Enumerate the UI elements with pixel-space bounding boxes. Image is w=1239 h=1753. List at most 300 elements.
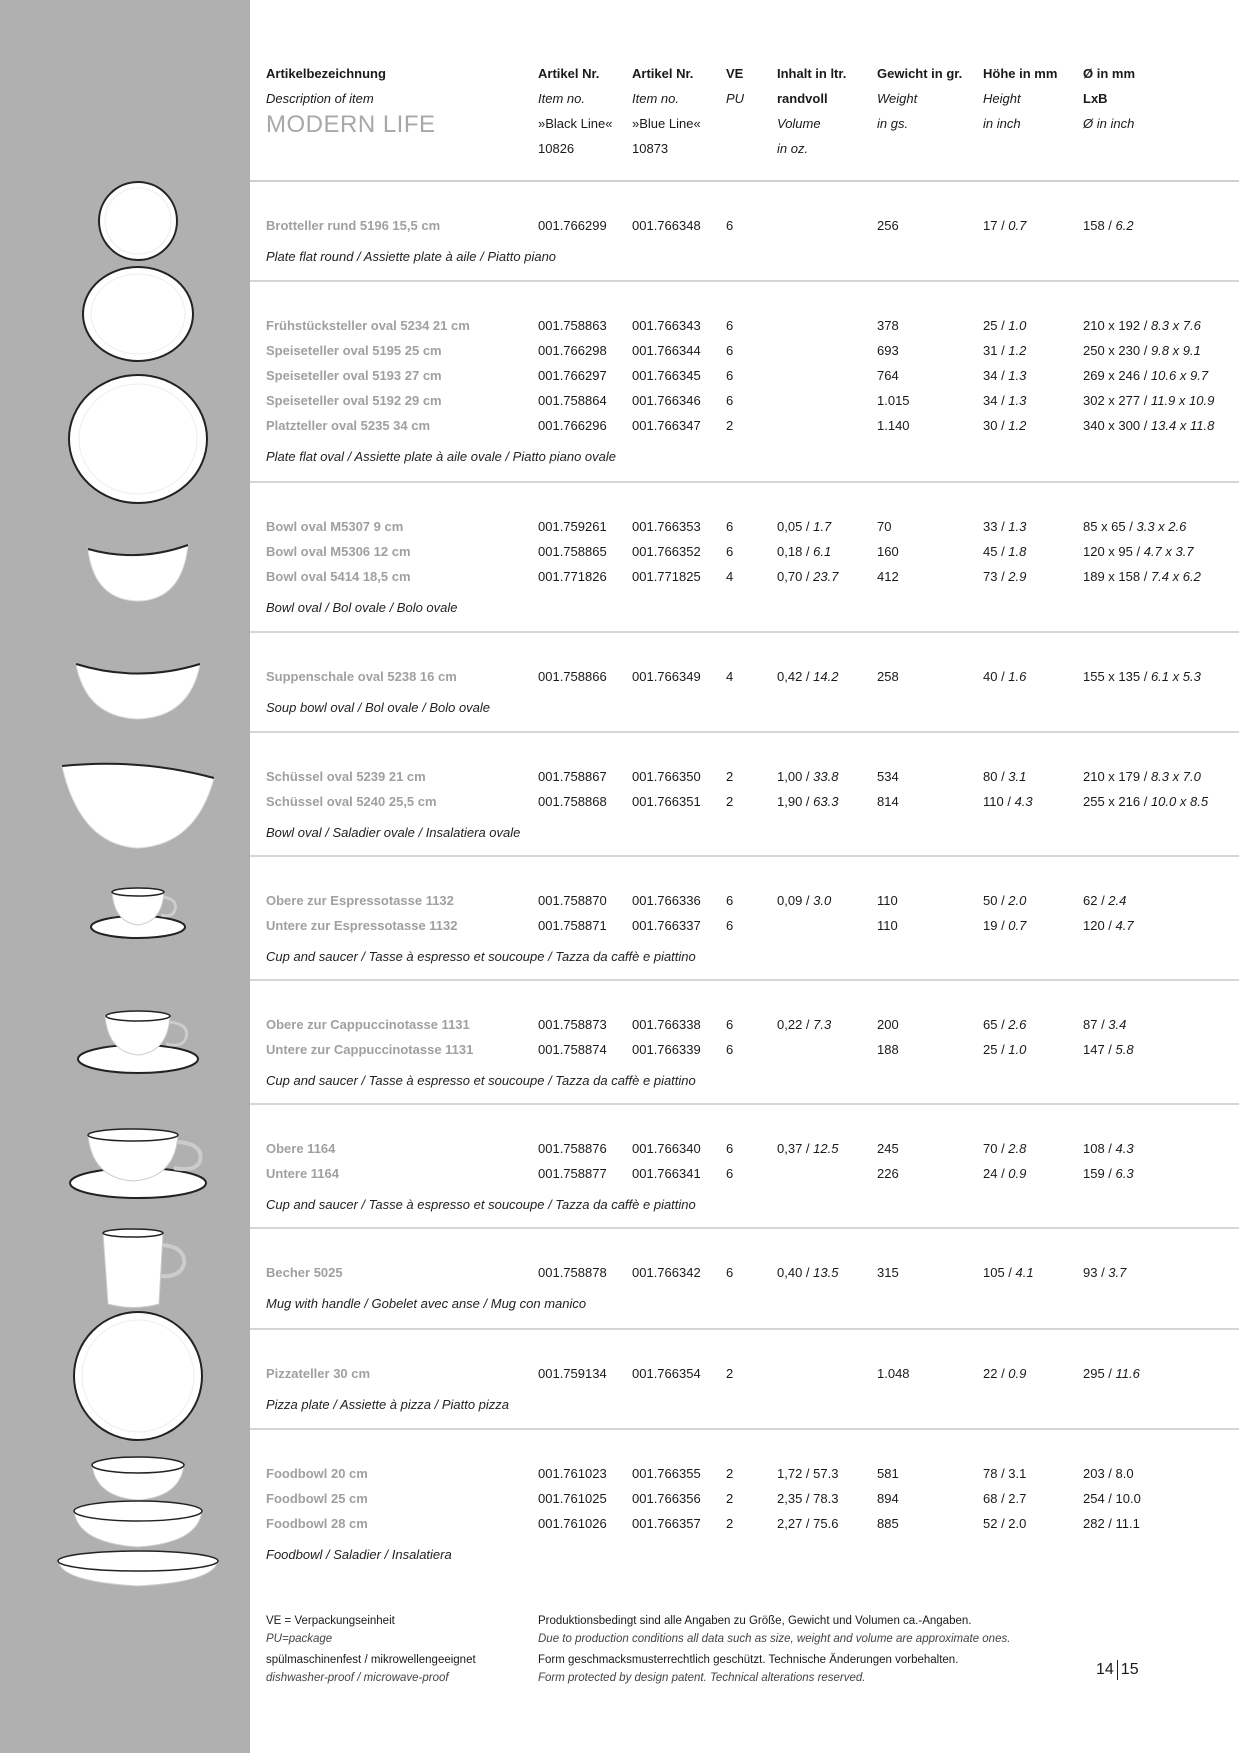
cell-value: 001.766357 [632,1516,701,1531]
header-sub2-height: in inch [983,116,1021,131]
row-divider [250,855,1239,857]
cell-imperial-value: 3.3 x 2.6 [1136,519,1187,534]
cell-value: 255 x 216 / [1083,794,1151,809]
cell-value: 210 x 192 / [1083,318,1151,333]
cell-black [538,539,607,564]
cell-value: 70 [877,519,892,534]
cell-value: 693 [877,343,899,358]
cell-ve [726,1511,733,1536]
cell-value: 269 x 246 / [1083,368,1151,383]
cell-value: 6 [726,893,734,908]
cell-value: 001.766338 [632,1017,701,1032]
cell-value: 210 x 179 / [1083,769,1151,784]
cell-value: 001.766342 [632,1265,701,1280]
page-number-divider [1117,1660,1118,1680]
cell-value: 001.766339 [632,1042,701,1057]
cell-value: 295 / [1083,1366,1116,1381]
cell-imperial-value: 1.2 [1008,343,1027,358]
cell-blue [632,564,701,589]
cappuccino-cup-image [78,1011,198,1073]
cell-weight [877,413,910,438]
cell-d [1083,539,1194,564]
cell-imperial-value: 1.8 [1008,544,1027,559]
page-numbers [1096,1660,1139,1680]
cell-value: 158 / [1083,218,1116,233]
cell-value: 001.758876 [538,1141,607,1156]
cell-blue [632,388,701,413]
cell-imperial-value: 14.2 [813,669,839,684]
cell-imperial-value: 2.6 [1008,1017,1027,1032]
cell-h [983,1511,1026,1536]
cell-black [538,1012,607,1037]
cell-value: Speiseteller oval 5192 29 cm [266,393,442,408]
header-sub-description: Description of item [266,91,374,106]
cell-value: 001.758863 [538,318,607,333]
cell-name [266,313,470,338]
cell-value: 6 [726,218,734,233]
cell-black [538,213,607,238]
header-line-blue: »Blue Line« [632,116,701,131]
cell-value: 001.758868 [538,794,607,809]
cell-value: 6 [726,1017,734,1032]
cell-h [983,1012,1026,1037]
cell-value: 188 [877,1042,899,1057]
footer-legend [266,1612,476,1687]
cell-value: 203 / 8.0 [1083,1466,1134,1481]
header-sub-weight: Weight [877,91,918,106]
cell-value: 6 [726,368,734,383]
cell-weight [877,664,899,689]
cell-value: 78 / 3.1 [983,1466,1027,1481]
cell-name [266,664,457,689]
cell-ve [726,1461,733,1486]
header-title-volume: Inhalt in ltr. [777,66,847,81]
cell-vol [777,664,838,689]
cell-value: Schüssel oval 5240 25,5 cm [266,794,437,809]
cell-ve [726,664,733,689]
cell-value: 0,40 / [777,1265,814,1280]
cell-value: 6 [726,1042,734,1057]
cell-imperial-value: 1.3 [1008,519,1027,534]
footer-form-de: Form geschmacksmusterrechtlich geschützt. Technische Änderungen vorbehalten. [538,1654,959,1666]
cell-value: 80 / [983,769,1009,784]
cell-weight [877,1012,899,1037]
header-volume [777,61,846,161]
cell-h [983,1486,1026,1511]
cell-value: 6 [726,918,734,933]
cell-value: 2 [726,1516,734,1531]
cell-imperial-value: 1.3 [1008,368,1027,383]
cell-value: Obere zur Espressotasse 1132 [266,893,454,908]
cell-value: Platzteller oval 5235 34 cm [266,418,431,433]
cell-black [538,1136,607,1161]
cell-d [1083,764,1201,789]
cell-imperial-value: 8.3 x 7.0 [1150,769,1201,784]
header-weight [877,61,962,136]
cell-imperial-value: 10.0 x 8.5 [1150,794,1209,809]
cell-imperial-value: 3.1 [1008,769,1027,784]
cell-d [1083,1136,1134,1161]
group-description: Soup bowl oval / Bol ovale / Bolo ovale [266,700,491,715]
cell-black [538,388,607,413]
header-sub2-volume: Volume [777,116,821,131]
cell-vol [777,789,838,814]
cell-weight [877,1037,899,1062]
cell-name [266,1511,368,1536]
cell-imperial-value: 0.9 [1008,1366,1027,1381]
cell-value: Bowl oval 5414 18,5 cm [266,569,411,584]
cell-value: 2 [726,1366,734,1381]
cell-value: 0,18 / [777,544,814,559]
row-divider [250,731,1239,733]
cell-value: 6 [726,1166,734,1181]
cell-imperial-value: 1.2 [1008,418,1027,433]
cell-imperial-value: 9.8 x 9.1 [1150,343,1201,358]
cell-ve [726,514,733,539]
cell-weight [877,789,899,814]
cell-value: 001.758866 [538,669,607,684]
cell-value: 120 x 95 / [1083,544,1144,559]
cell-imperial-value: 63.3 [813,794,839,809]
cell-blue [632,888,701,913]
cell-h [983,514,1026,539]
cell-value: 001.759261 [538,519,607,534]
cell-imperial-value: 5.8 [1115,1042,1134,1057]
cell-blue [632,1037,701,1062]
row-divider [250,631,1239,633]
cell-value: Foodbowl 25 cm [266,1491,368,1506]
cell-black [538,313,607,338]
cell-value: 001.766336 [632,893,701,908]
oval-bowl-image [88,545,188,601]
cell-value: 1,72 / 57.3 [777,1466,839,1481]
footer-notes [538,1612,1010,1687]
cell-h [983,213,1026,238]
cell-value: Speiseteller oval 5193 27 cm [266,368,442,383]
cell-imperial-value: 4.7 x 3.7 [1143,544,1194,559]
cell-value: 001.766356 [632,1491,701,1506]
cell-d [1083,1511,1140,1536]
cell-value: 0,70 / [777,569,814,584]
cell-name [266,1461,368,1486]
cell-value: 001.766343 [632,318,701,333]
cell-value: 6 [726,1141,734,1156]
cell-weight [877,1461,899,1486]
cell-value: 105 / [983,1265,1016,1280]
cell-imperial-value: 10.6 x 9.7 [1150,368,1209,383]
cell-value: 315 [877,1265,899,1280]
cell-d [1083,1037,1134,1062]
cell-blue [632,1161,701,1186]
cell-value: 254 / 10.0 [1083,1491,1141,1506]
cell-name [266,213,440,238]
cell-d [1083,413,1214,438]
cell-value: 1,00 / [777,769,814,784]
cell-value: 19 / [983,918,1009,933]
cell-value: 256 [877,218,899,233]
cell-value: 001.758864 [538,393,607,408]
cell-black [538,1511,607,1536]
cell-blue [632,514,701,539]
cell-d [1083,913,1134,938]
cell-value: Becher 5025 [266,1265,343,1280]
cell-d [1083,1486,1141,1511]
cell-black [538,564,607,589]
cell-d [1083,213,1134,238]
cell-imperial-value: 4.3 [1014,794,1033,809]
cell-name [266,338,442,363]
cell-h [983,1136,1026,1161]
cell-value: 2 [726,1466,734,1481]
cell-vol [777,764,838,789]
cell-value: 2 [726,794,734,809]
group-description: Plate flat oval / Assiette plate à aile ovale / Piatto piano ovale [266,449,617,464]
group-description: Cup and saucer / Tasse à espresso et soucoupe / Tazza da caffè e piattino [266,1197,696,1212]
row-divider [250,1428,1239,1430]
cell-h [983,789,1033,814]
large-cup-image [70,1129,206,1198]
cell-value: 282 / 11.1 [1083,1516,1140,1531]
cell-ve [726,789,733,814]
cell-value: 001.759134 [538,1366,607,1381]
cell-value: 2,35 / 78.3 [777,1491,839,1506]
foodbowl-stack-image [58,1457,218,1586]
header-height [983,61,1057,136]
header-line-black: »Black Line« [538,116,613,131]
header-item-blue [632,61,701,161]
cell-value: Schüssel oval 5239 21 cm [266,769,426,784]
cell-name [266,564,411,589]
cell-vol [777,1012,831,1037]
cell-value: 001.771826 [538,569,607,584]
cell-value: 2 [726,418,734,433]
cell-imperial-value: 0.7 [1008,218,1027,233]
cell-value: 2,27 / 75.6 [777,1516,839,1531]
cell-vol [777,888,831,913]
footer-form-en: Form protected by design patent. Technical alterations reserved. [538,1672,866,1684]
cell-imperial-value: 3.7 [1108,1265,1127,1280]
cell-value: Brotteller rund 5196 15,5 cm [266,218,441,233]
cell-imperial-value: 3.0 [813,893,832,908]
cell-value: 200 [877,1017,899,1032]
cell-value: 0,22 / [777,1017,814,1032]
page-number-right: 15 [1120,1661,1139,1679]
footer-ve-de: VE = Verpackungseinheit [266,1615,395,1627]
cell-value: 226 [877,1166,899,1181]
cell-weight [877,388,910,413]
cell-value: 6 [726,343,734,358]
cell-weight [877,1161,899,1186]
cell-value: 001.766347 [632,418,701,433]
cell-value: 6 [726,393,734,408]
cell-name [266,363,442,388]
cell-blue [632,213,701,238]
cell-value: 0,37 / [777,1141,814,1156]
cell-imperial-value: 33.8 [813,769,839,784]
cell-value: 33 / [983,519,1009,534]
cell-value: 120 / [1083,918,1116,933]
cell-black [538,888,607,913]
cell-black [538,1461,607,1486]
cell-imperial-value: 1.0 [1008,318,1027,333]
cell-imperial-value: 2.8 [1008,1141,1027,1156]
group-description: Cup and saucer / Tasse à espresso et soucoupe / Tazza da caffè e piattino [266,1073,696,1088]
cell-blue [632,539,701,564]
cell-imperial-value: 7.3 [813,1017,832,1032]
cell-h [983,363,1026,388]
cell-value: 1.140 [877,418,910,433]
cell-value: Untere zur Cappuccinotasse 1131 [266,1042,474,1057]
cell-ve [726,1260,733,1285]
footer-production-en: Due to production conditions all data such as size, weight and volume are approximate ones. [538,1633,1011,1645]
cell-value: Obere zur Cappuccinotasse 1131 [266,1017,470,1032]
cell-blue [632,1012,701,1037]
cell-name [266,1361,370,1386]
cell-ve [726,1012,733,1037]
header-sub2-diameter: Ø in inch [1083,116,1135,131]
cell-ve [726,413,733,438]
cell-vol [777,564,838,589]
group-description: Pizza plate / Assiette à pizza / Piatto pizza [266,1397,510,1412]
cell-name [266,413,430,438]
cell-h [983,764,1026,789]
cell-h [983,664,1026,689]
cell-weight [877,888,898,913]
header-sub-pu: PU [726,91,745,106]
header-item-black [538,61,612,161]
cell-black [538,338,607,363]
cell-value: 001.766348 [632,218,701,233]
cell-value: Pizzateller 30 cm [266,1366,371,1381]
cell-value: 378 [877,318,899,333]
cell-ve [726,1486,733,1511]
cell-value: Bowl oval M5307 9 cm [266,519,404,534]
cell-weight [877,913,898,938]
mug-image [103,1229,184,1308]
header-code-blue: 10873 [632,141,669,156]
cell-black [538,789,607,814]
cell-vol [777,1486,838,1511]
cell-imperial-value: 23.7 [813,569,839,584]
cell-value: 001.766344 [632,343,701,358]
cell-h [983,539,1026,564]
group-description: Bowl oval / Saladier ovale / Insalatiera ovale [266,825,521,840]
cell-value: 4 [726,569,734,584]
cell-name [266,888,454,913]
header-title-height: Höhe in mm [983,66,1058,81]
cell-value: 24 / [983,1166,1009,1181]
footer-ve-en: PU=package [266,1633,333,1645]
row-divider [250,979,1239,981]
cell-h [983,413,1026,438]
cell-d [1083,338,1201,363]
cell-name [266,913,458,938]
cell-value: 001.766354 [632,1366,701,1381]
cell-weight [877,564,899,589]
cell-value: 85 x 65 / [1083,519,1137,534]
cell-h [983,913,1026,938]
cell-value: Frühstücksteller oval 5234 21 cm [266,318,470,333]
cell-h [983,313,1026,338]
cell-imperial-value: 1.6 [1008,669,1027,684]
cell-imperial-value: 1.0 [1008,1042,1027,1057]
cell-value: 001.766341 [632,1166,701,1181]
cell-value: 52 / 2.0 [983,1516,1027,1531]
cell-value: 40 / [983,669,1009,684]
header-title-diameter: Ø in mm [1083,66,1136,81]
group-description: Plate flat round / Assiette plate à aile / Piatto piano [266,249,557,264]
oval-plate-large-image [69,375,207,503]
cell-imperial-value: 1.7 [813,519,832,534]
cell-d [1083,564,1201,589]
cell-h [983,1037,1026,1062]
cell-weight [877,1136,899,1161]
cell-imperial-value: 11.9 x 10.9 [1150,393,1215,408]
pizza-plate-image [74,1312,202,1440]
cell-value: 001.758870 [538,893,607,908]
cell-value: Untere 1164 [266,1166,339,1181]
cell-value: 70 / [983,1141,1009,1156]
cell-value: 001.766350 [632,769,701,784]
cell-value: 25 / [983,1042,1009,1057]
cell-ve [726,564,733,589]
cell-value: 22 / [983,1366,1009,1381]
cell-value: 001.761025 [538,1491,607,1506]
cell-value: 001.771825 [632,569,701,584]
cell-value: 62 / [1083,893,1109,908]
header-diameter [1083,61,1135,136]
cell-value: 001.766299 [538,218,607,233]
cell-imperial-value: 6.1 [813,544,832,559]
group-description: Foodbowl / Saladier / Insalatiera [266,1547,452,1562]
cell-d [1083,789,1208,814]
cell-name [266,1012,470,1037]
cell-value: 45 / [983,544,1009,559]
cell-name [266,1161,339,1186]
cell-blue [632,363,701,388]
cell-value: 34 / [983,368,1009,383]
cell-weight [877,1511,899,1536]
catalog-page [250,0,1239,1753]
oval-plate-small-image [83,267,193,361]
cell-ve [726,1136,733,1161]
header-sub-diameter: LxB [1083,91,1108,106]
cell-ve [726,388,733,413]
cell-h [983,1161,1026,1186]
header-title-pu: VE [726,66,744,81]
product-illustrations [0,0,250,1753]
cell-value: 0,42 / [777,669,814,684]
serving-bowl-image [62,764,214,848]
cell-value: 2 [726,769,734,784]
cell-value: 258 [877,669,899,684]
cell-blue [632,913,701,938]
cell-d [1083,388,1214,413]
cell-value: 73 / [983,569,1009,584]
cell-value: 001.761023 [538,1466,607,1481]
cell-value: 764 [877,368,899,383]
cell-value: Foodbowl 28 cm [266,1516,368,1531]
row-divider [250,1227,1239,1229]
cell-value: 108 / [1083,1141,1116,1156]
cell-weight [877,539,899,564]
cell-value: 814 [877,794,899,809]
row-divider [250,1103,1239,1105]
cell-value: 1.048 [877,1366,910,1381]
header-title-item-black: Artikel Nr. [538,66,600,81]
cell-value: 001.766296 [538,418,607,433]
cell-black [538,1486,607,1511]
